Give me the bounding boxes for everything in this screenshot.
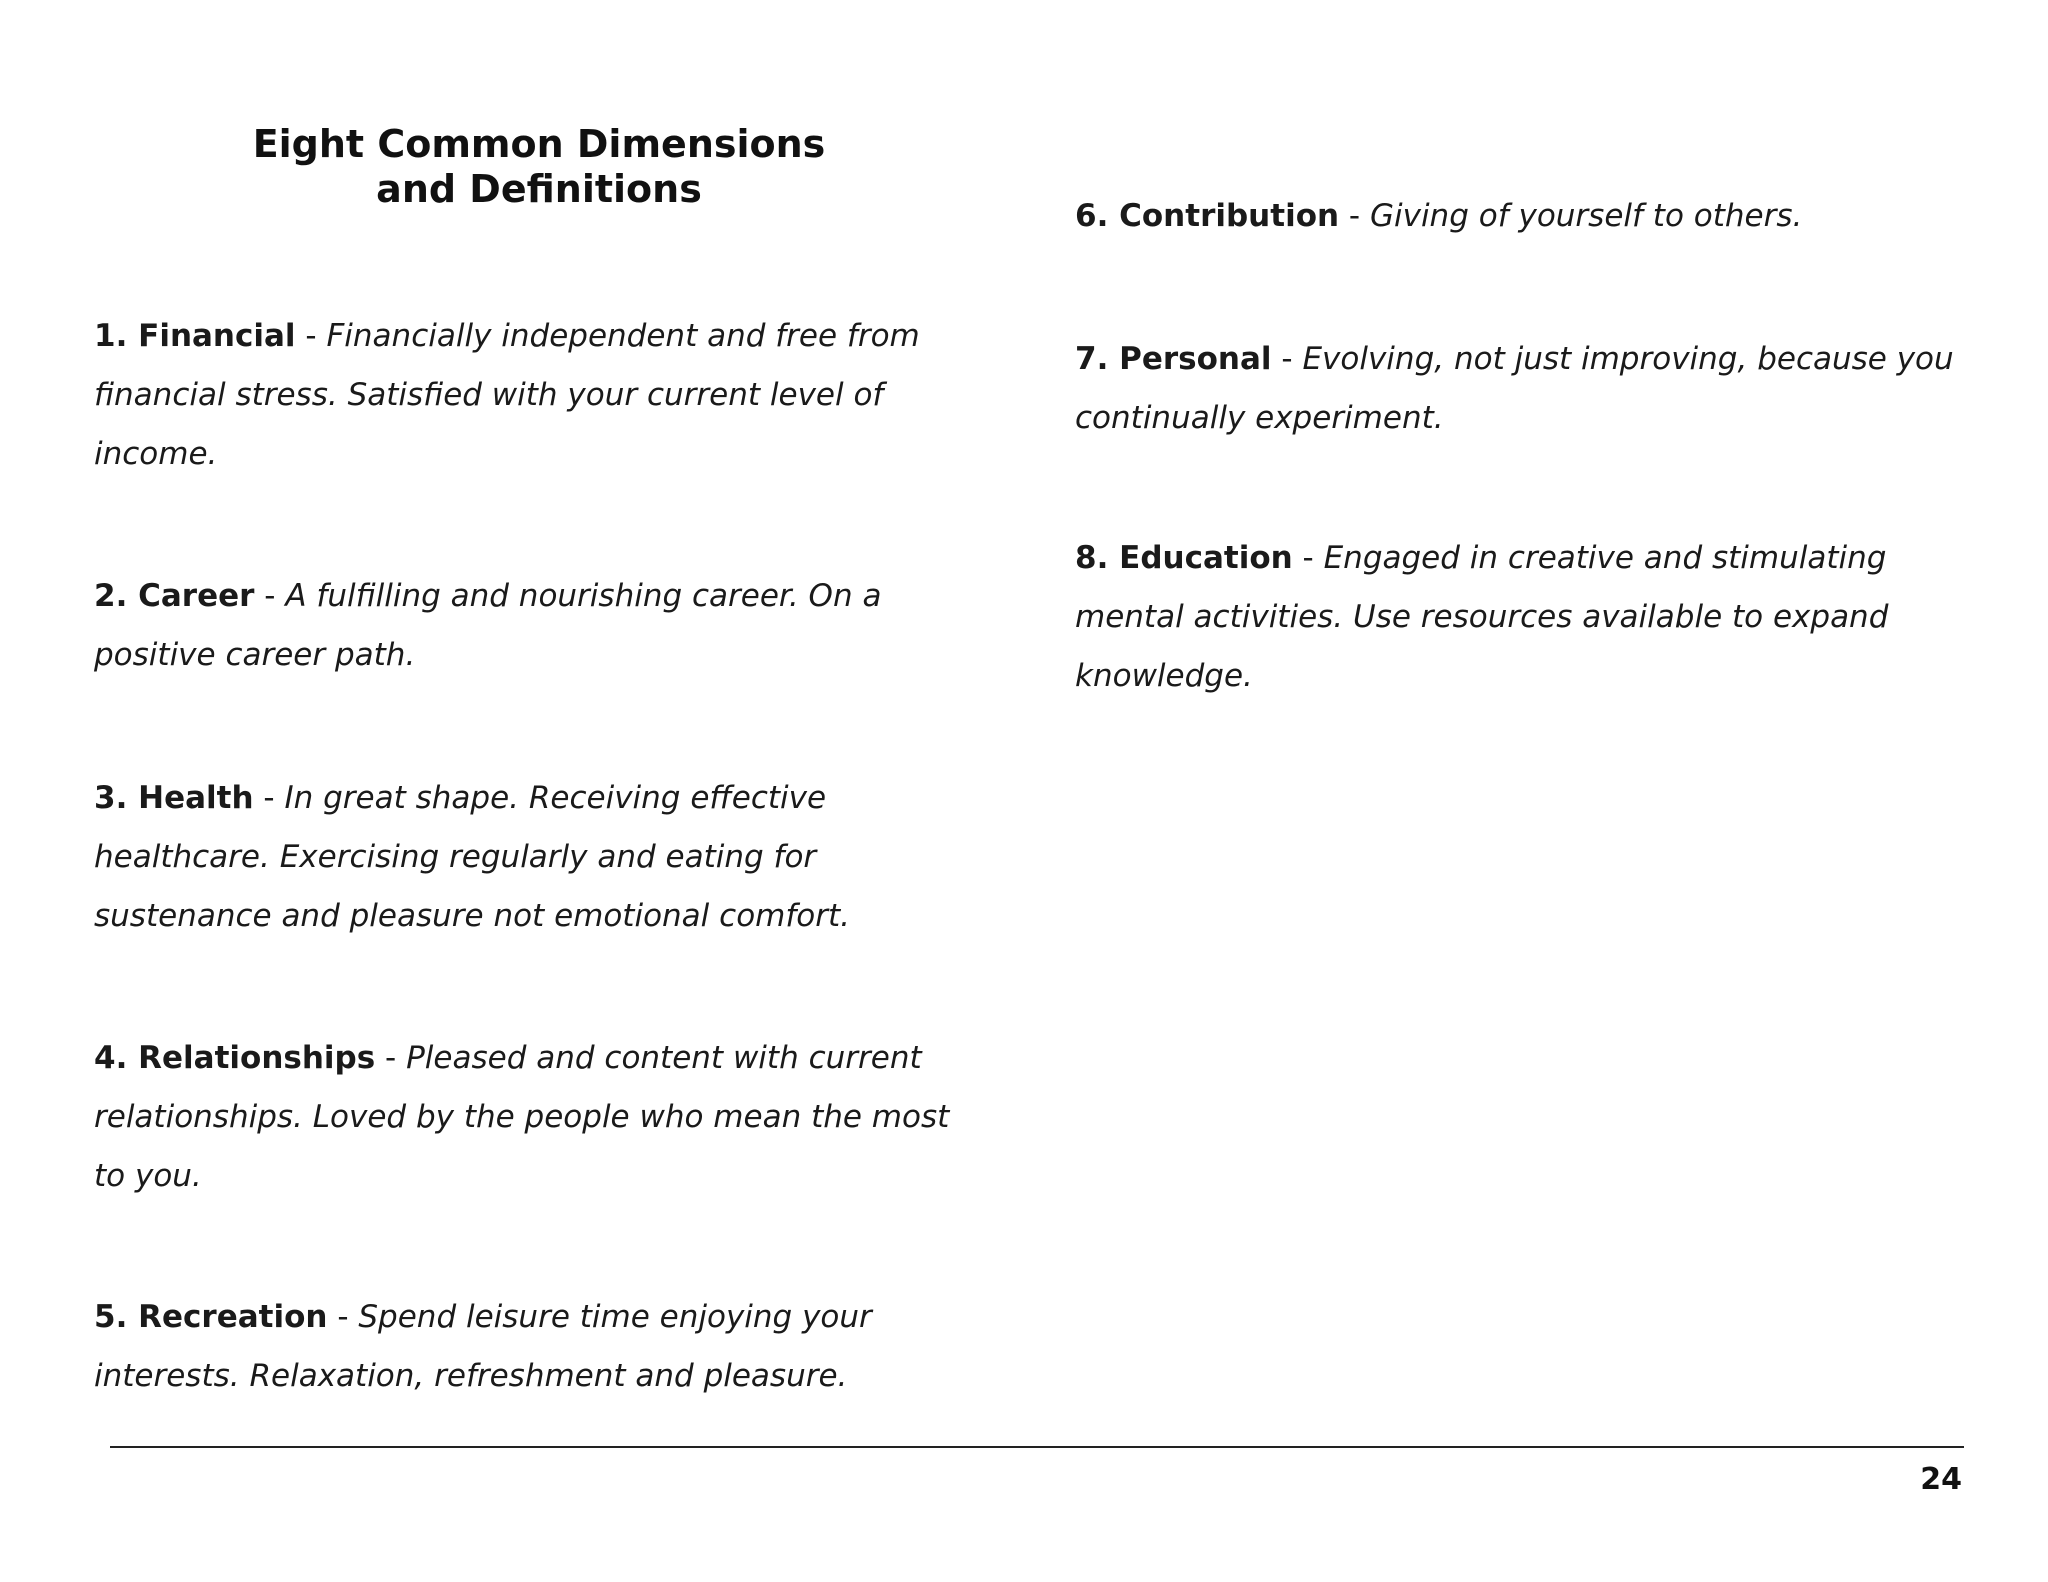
dimension-term: 5. Recreation [94,1299,328,1335]
dimension-definition: In great shape. Receiving effective healthcare. Exercising regularly and eating for sustenance and pleasure not emotional comfort. [94,780,850,934]
dimension-definition: Pleased and content with current relationships. Loved by the people who mean the most to you. [94,1040,950,1194]
dimension-term: 7. Personal [1075,341,1272,377]
footer-divider [110,1446,1964,1448]
dimension-separator: - [295,318,327,354]
dimension-financial [94,307,974,484]
dimension-definition: Giving of yourself to others. [1369,198,1803,234]
dimension-term: 8. Education [1075,540,1293,576]
page-title-line-1: Eight Common Dimensions [252,122,826,166]
dimension-separator: - [253,780,285,816]
dimension-personal [1075,330,1955,448]
dimension-relationships [94,1029,974,1206]
dimension-health [94,769,974,946]
page-title [94,122,984,212]
dimension-term: 6. Contribution [1075,198,1340,234]
dimension-term: 1. Financial [94,318,296,354]
dimension-contribution [1075,187,1955,246]
dimension-separator: - [254,578,286,614]
dimension-separator: - [1339,198,1370,234]
page-number: 24 [1920,1462,1962,1497]
dimension-term: 2. Career [94,578,255,614]
dimension-separator: - [375,1040,407,1076]
dimension-separator: - [327,1299,359,1335]
dimension-definition: Financially independent and free from financial stress. Satisfied with your current level of income. [94,318,920,472]
dimension-definition: Engaged in creative and stimulating mental activities. Use resources available to expand knowledge. [1075,540,1889,694]
page-title-line-2: and Definitions [376,167,702,211]
dimension-education [1075,529,1955,706]
dimension-definition: Spend leisure time enjoying your interests. Relaxation, refreshment and pleasure. [94,1299,872,1394]
dimension-term: 3. Health [94,780,254,816]
dimension-recreation [94,1288,974,1406]
dimension-career [94,567,974,685]
dimension-definition: A fulfilling and nourishing career. On a positive career path. [94,578,882,673]
dimension-separator: - [1292,540,1324,576]
dimension-definition: Evolving, not just improving, because you continually experiment. [1075,341,1954,436]
dimension-separator: - [1271,341,1303,377]
dimension-term: 4. Relationships [94,1040,376,1076]
